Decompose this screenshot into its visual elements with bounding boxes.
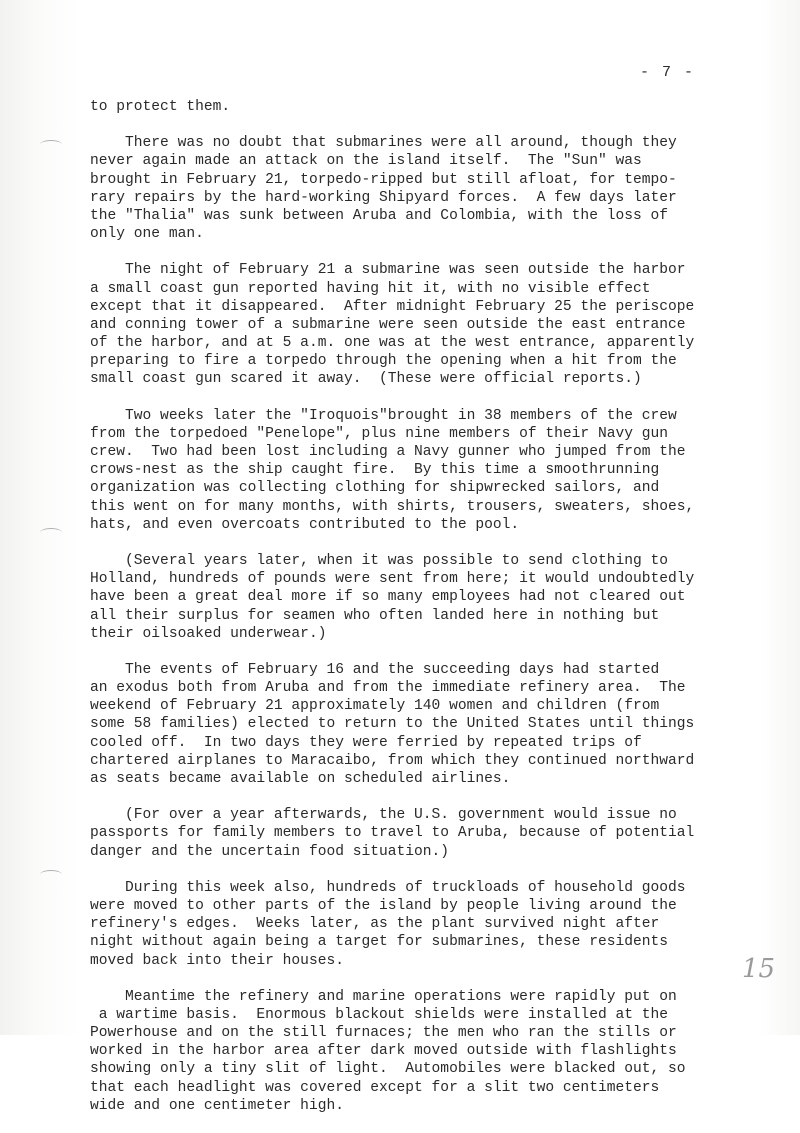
text-line: moved back into their houses. bbox=[90, 952, 344, 969]
paragraph bbox=[90, 134, 780, 243]
paragraph bbox=[90, 879, 780, 970]
text-line: to protect them. bbox=[90, 99, 231, 115]
text-line: their oilsoaked underwear.) bbox=[90, 625, 327, 642]
paragraph bbox=[90, 988, 780, 1115]
text-line: Meantime the refinery and marine operations were rapidly put on bbox=[90, 988, 677, 1005]
text-line: some 58 families) elected to return to the United States until things bbox=[90, 716, 695, 733]
text-line: Holland, hundreds of pounds were sent from here; it would undoubtedly bbox=[90, 571, 695, 588]
text-line: weekend of February 21 approximately 140 women and children (from bbox=[90, 698, 660, 715]
text-line: were moved to other parts of the island by people living around the bbox=[90, 897, 677, 914]
text-line: crows-nest as the ship caught fire. By this time a smoothrunning bbox=[90, 462, 660, 479]
text-line: only one man. bbox=[90, 226, 204, 243]
paragraph bbox=[90, 552, 780, 643]
text-line: (Several years later, when it was possible to send clothing to bbox=[90, 552, 669, 569]
paragraph bbox=[90, 806, 780, 861]
text-line: an exodus both from Aruba and from the immediate refinery area. The bbox=[90, 680, 686, 697]
text-line: and conning tower of a submarine were seen outside the east entrance bbox=[90, 316, 686, 333]
text-line: There was no doubt that submarines were all around, though they bbox=[90, 135, 677, 152]
text-line: night without again being a target for submarines, these residents bbox=[90, 934, 669, 951]
paragraph bbox=[90, 661, 780, 788]
text-line: worked in the harbor area after dark moved outside with flashlights bbox=[90, 1043, 677, 1060]
margin-tick bbox=[40, 528, 62, 537]
text-line: Two weeks later the "Iroquois"brought in 38 members of the crew bbox=[90, 407, 677, 424]
text-line: showing only a tiny slit of light. Automobiles were blacked out, so bbox=[90, 1061, 686, 1078]
margin-tick bbox=[40, 140, 62, 149]
margin-annotation: 15 bbox=[742, 954, 776, 984]
text-line: of the harbor, and at 5 a.m. one was at the west entrance, apparently bbox=[90, 335, 695, 352]
text-line: never again made an attack on the island itself. The "Sun" was bbox=[90, 153, 642, 170]
text-line: a wartime basis. Enormous blackout shields were installed at the bbox=[90, 1006, 669, 1023]
text-line: the "Thalia" was sunk between Aruba and Colombia, with the loss of bbox=[90, 207, 669, 224]
text-line: cooled off. In two days they were ferried by repeated trips of bbox=[90, 734, 642, 751]
page-number: - 7 - bbox=[640, 64, 696, 81]
text-line: (For over a year afterwards, the U.S. government would issue no bbox=[90, 807, 677, 824]
text-line: hats, and even overcoats contributed to the pool. bbox=[90, 516, 520, 533]
text-line: this went on for many months, with shirts, trousers, sweaters, shoes, bbox=[90, 498, 695, 515]
text-line: rary repairs by the hard-working Shipyard forces. A few days later bbox=[90, 189, 677, 206]
text-line: preparing to fire a torpedo through the opening when a hit from the bbox=[90, 353, 677, 370]
text-line: During this week also, hundreds of truckloads of household goods bbox=[90, 879, 686, 896]
text-line: that each headlight was covered except for a slit two centimeters bbox=[90, 1079, 660, 1096]
paragraph bbox=[90, 407, 780, 534]
margin-tick bbox=[40, 870, 62, 879]
text-line: danger and the uncertain food situation.) bbox=[90, 843, 450, 860]
paragraph bbox=[90, 98, 780, 116]
text-line: have been a great deal more if so many employees had not cleared out bbox=[90, 589, 686, 606]
document-body bbox=[90, 98, 780, 1133]
text-line: passports for family members to travel to Aruba, because of potential bbox=[90, 825, 695, 842]
text-line: Powerhouse and on the still furnaces; the men who ran the stills or bbox=[90, 1025, 677, 1042]
text-line: except that it disappeared. After midnight February 25 the periscope bbox=[90, 298, 695, 315]
text-line: crew. Two had been lost including a Navy gunner who jumped from the bbox=[90, 444, 686, 460]
paragraph bbox=[90, 261, 780, 388]
text-line: The events of February 16 and the succeeding days had started bbox=[90, 661, 660, 678]
text-line: from the torpedoed "Penelope", plus nine members of their Navy gun bbox=[90, 425, 669, 442]
text-line: brought in February 21, torpedo-ripped but still afloat, for tempo- bbox=[90, 171, 677, 188]
text-line: organization was collecting clothing for shipwrecked sailors, and bbox=[90, 480, 660, 497]
text-line: a small coast gun reported having hit it, with no visible effect bbox=[90, 280, 651, 297]
text-line: as seats became available on scheduled airlines. bbox=[90, 771, 511, 787]
text-line: chartered airplanes to Maracaibo, from which they continued northward bbox=[90, 752, 695, 769]
text-line: The night of February 21 a submarine was seen outside the harbor bbox=[90, 262, 686, 279]
text-line: all their surplus for seamen who often landed here in nothing but bbox=[90, 607, 660, 624]
text-line: refinery's edges. Weeks later, as the plant survived night after bbox=[90, 916, 660, 933]
text-line: wide and one centimeter high. bbox=[90, 1097, 344, 1114]
text-line: small coast gun scared it away. (These were official reports.) bbox=[90, 371, 642, 388]
